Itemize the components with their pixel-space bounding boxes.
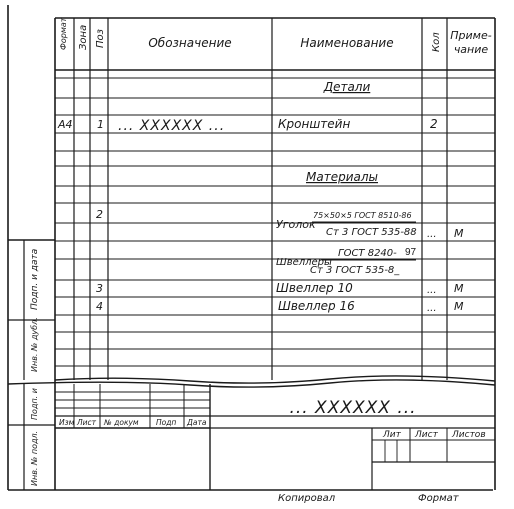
- tb-sign: Подп: [156, 418, 177, 427]
- row-channel16-note: М: [454, 300, 464, 313]
- header-note-line1: Приме-: [450, 29, 492, 42]
- tb-sheets: Листов: [452, 430, 486, 440]
- row-channel16-name: Швеллер 16: [278, 299, 355, 313]
- row-channel10-note: М: [454, 282, 464, 295]
- strip-inv-podl: Инв. № подл.: [30, 430, 39, 486]
- header-pos: Поз: [95, 29, 106, 48]
- row-channel16-pos: 4: [96, 300, 103, 313]
- row-bracket-pos: 1: [97, 118, 104, 131]
- tb-date: Дата: [187, 418, 207, 427]
- tb-list: Лист: [415, 430, 438, 440]
- row-angle-spec-top: 75×50×5 ГОСТ 8510-86: [313, 211, 412, 220]
- row-channels-spec-year: 97: [405, 247, 417, 258]
- row-bracket-name: Кронштейн: [278, 117, 351, 131]
- header-name: Наименование: [300, 36, 394, 50]
- row-channels-spec-top: ГОСТ 8240-: [338, 248, 397, 259]
- header-zone: Зона: [78, 24, 89, 50]
- row-bracket-format: А4: [58, 118, 73, 131]
- header-qty: Кол: [431, 32, 442, 52]
- row-bracket-designation: ... XXXXXX ...: [118, 118, 226, 134]
- tb-change: Изм: [59, 418, 75, 427]
- row-angle-name: Уголок: [276, 218, 316, 231]
- section-materials: Материалы: [306, 170, 378, 184]
- section-parts: Детали: [323, 80, 371, 94]
- tb-doc-no: № докум: [104, 418, 139, 427]
- row-channel10-pos: 3: [96, 282, 103, 295]
- row-channel16-qty: ...: [427, 303, 437, 314]
- header-format: Формат: [59, 17, 68, 50]
- tb-sheet: Лист: [77, 418, 97, 427]
- tb-document-code: ... XXXXXX ...: [289, 398, 417, 418]
- strip-inv-dubl: Инв. № дубл.: [30, 317, 39, 372]
- header-designation: Обозначение: [148, 36, 232, 50]
- footer-format: Формат: [418, 493, 459, 504]
- table-columns: [74, 18, 447, 380]
- row-angle-spec-bottom: Ст 3 ГОСТ 535-88: [326, 227, 417, 238]
- row-angle-pos: 2: [96, 208, 103, 221]
- row-channel10-qty: ...: [427, 285, 437, 296]
- header-note-line2: чание: [453, 43, 489, 56]
- row-angle-note: М: [454, 227, 464, 240]
- row-bracket-qty: 2: [430, 117, 438, 131]
- strip-sign-date: Подп. и дата: [30, 248, 40, 310]
- row-channels-name: Швеллеры: [276, 257, 332, 268]
- row-channels-spec-bottom: Ст 3 ГОСТ 535-8_: [310, 265, 400, 276]
- footer-copied: Копировал: [278, 493, 336, 504]
- tb-lit: Лит: [383, 430, 401, 440]
- strip-podp: Подп. и: [30, 388, 39, 420]
- row-channel10-name: Швеллер 10: [276, 281, 353, 295]
- row-angle-qty: ...: [427, 229, 437, 240]
